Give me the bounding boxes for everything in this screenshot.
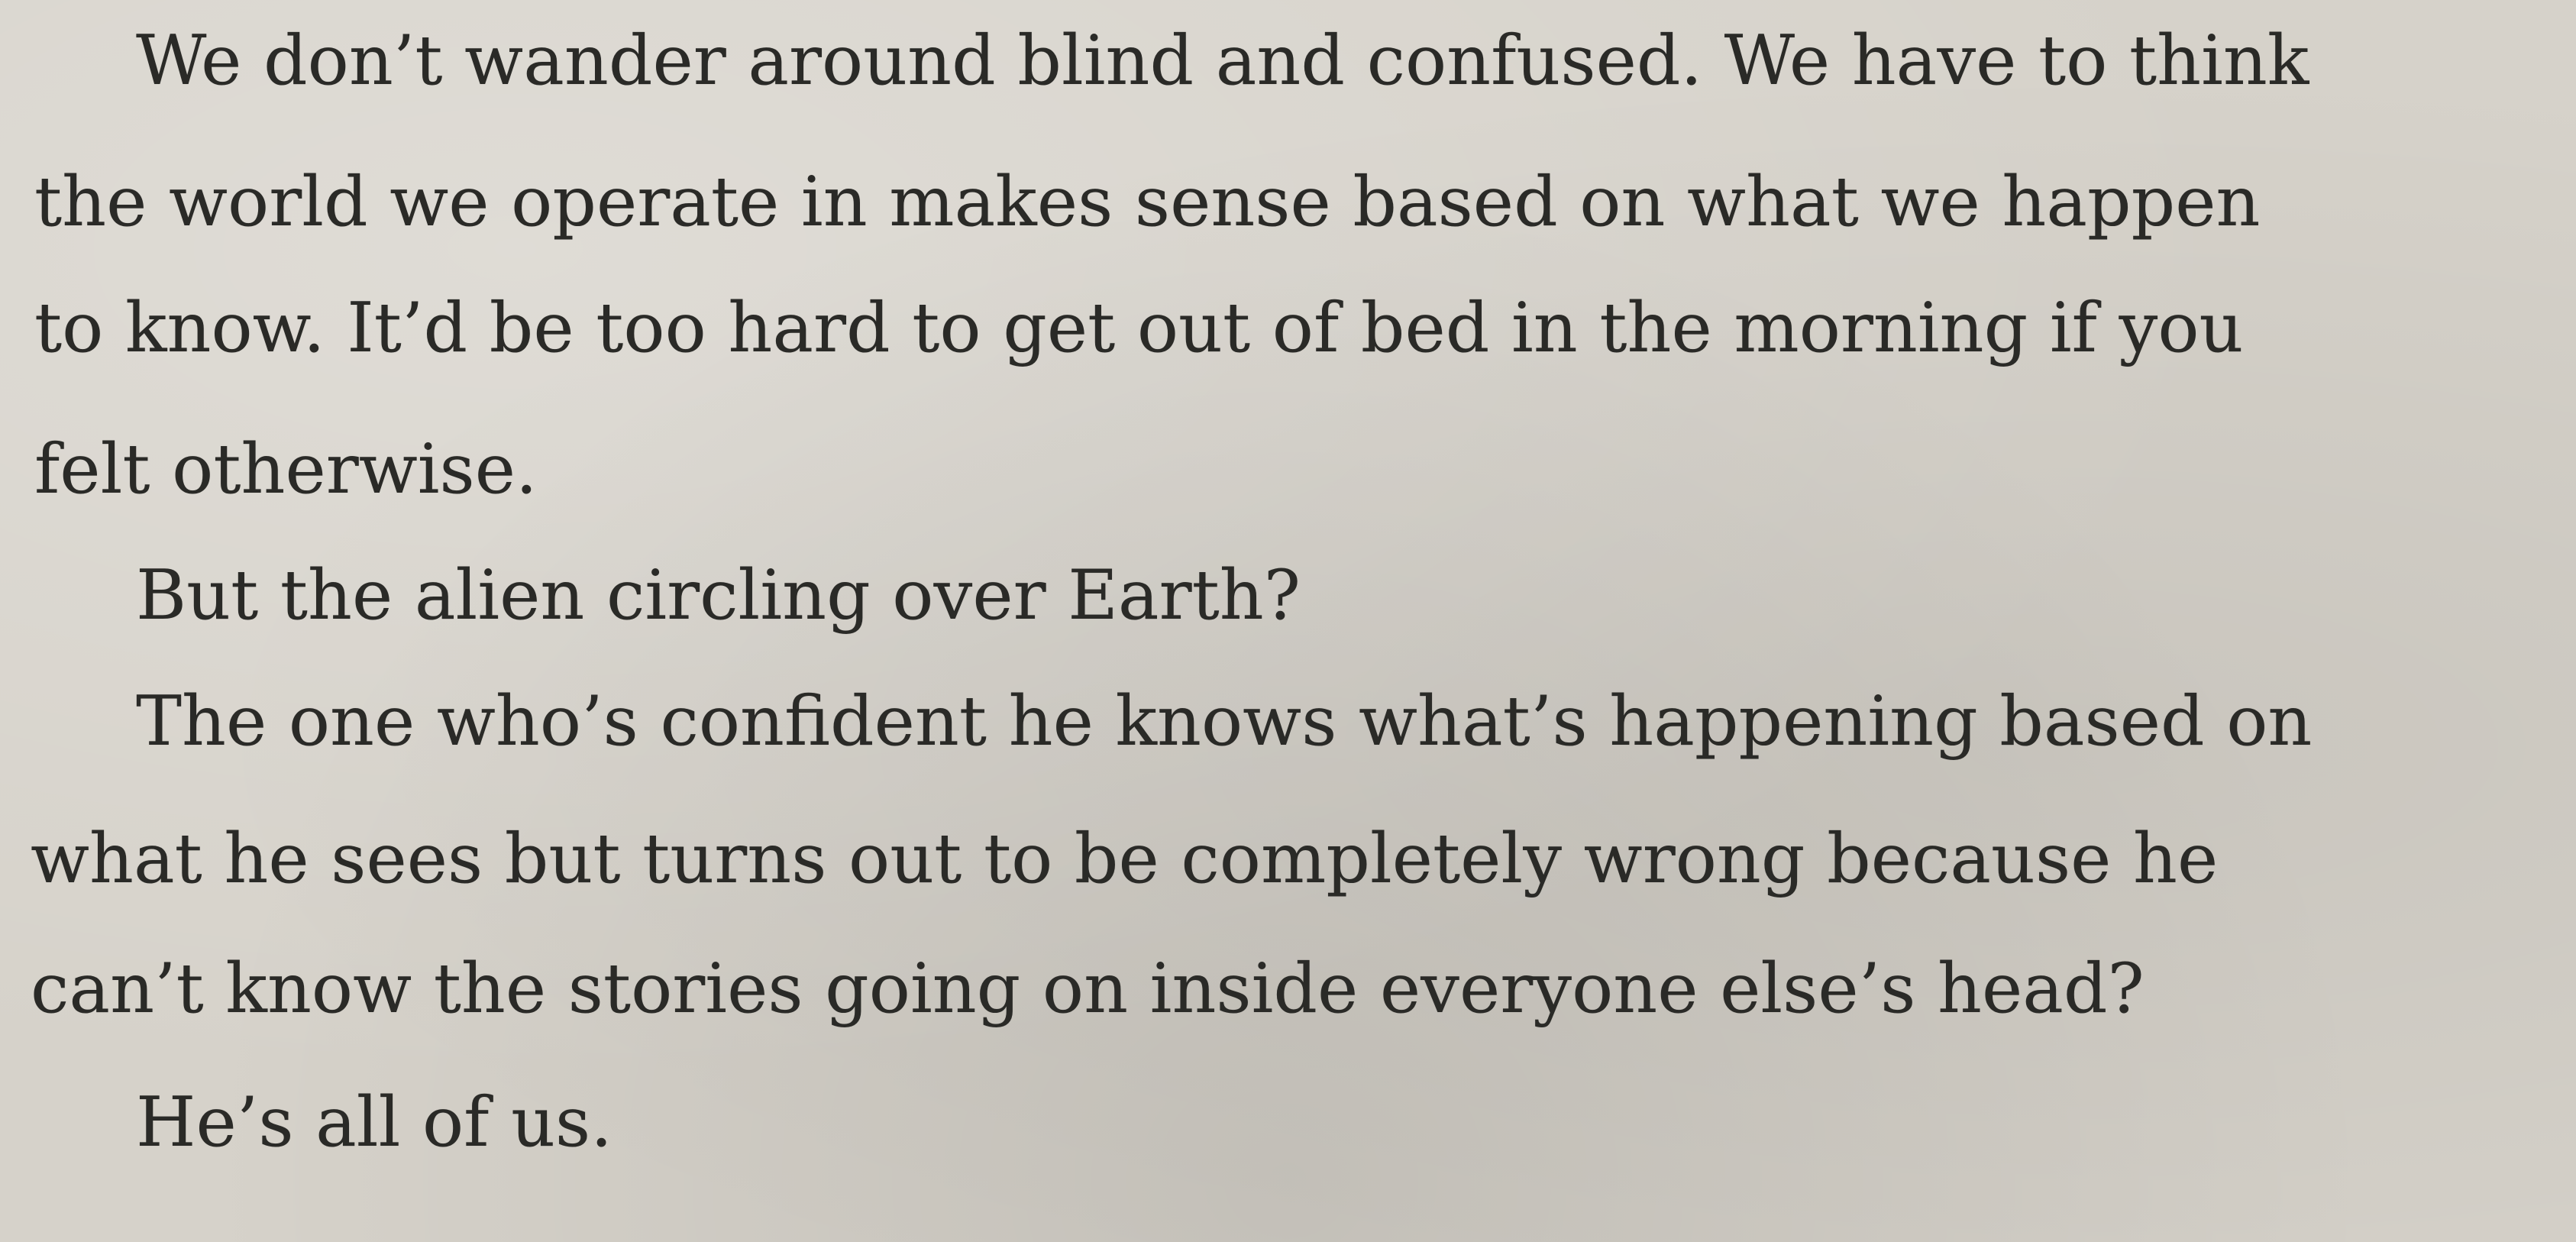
- text-line-1: We don’t wander around blind and confused. We have to think: [136, 21, 2309, 101]
- text-line-3: to know. It’d be too hard to get out of bed in the morning if you: [34, 288, 2244, 368]
- text-line-9: He’s all of us.: [136, 1082, 612, 1163]
- text-line-7: what he sees but turns out to be completely wrong because he: [31, 819, 2219, 899]
- text-line-8: can’t know the stories going on inside everyone else’s head?: [31, 949, 2145, 1029]
- text-line-5: But the alien circling over Earth?: [136, 555, 1301, 636]
- text-line-4: felt otherwise.: [34, 429, 538, 509]
- text-line-2: the world we operate in makes sense based on what we happen: [34, 162, 2261, 242]
- text-line-6: The one who’s confident he knows what’s happening based on: [136, 681, 2313, 762]
